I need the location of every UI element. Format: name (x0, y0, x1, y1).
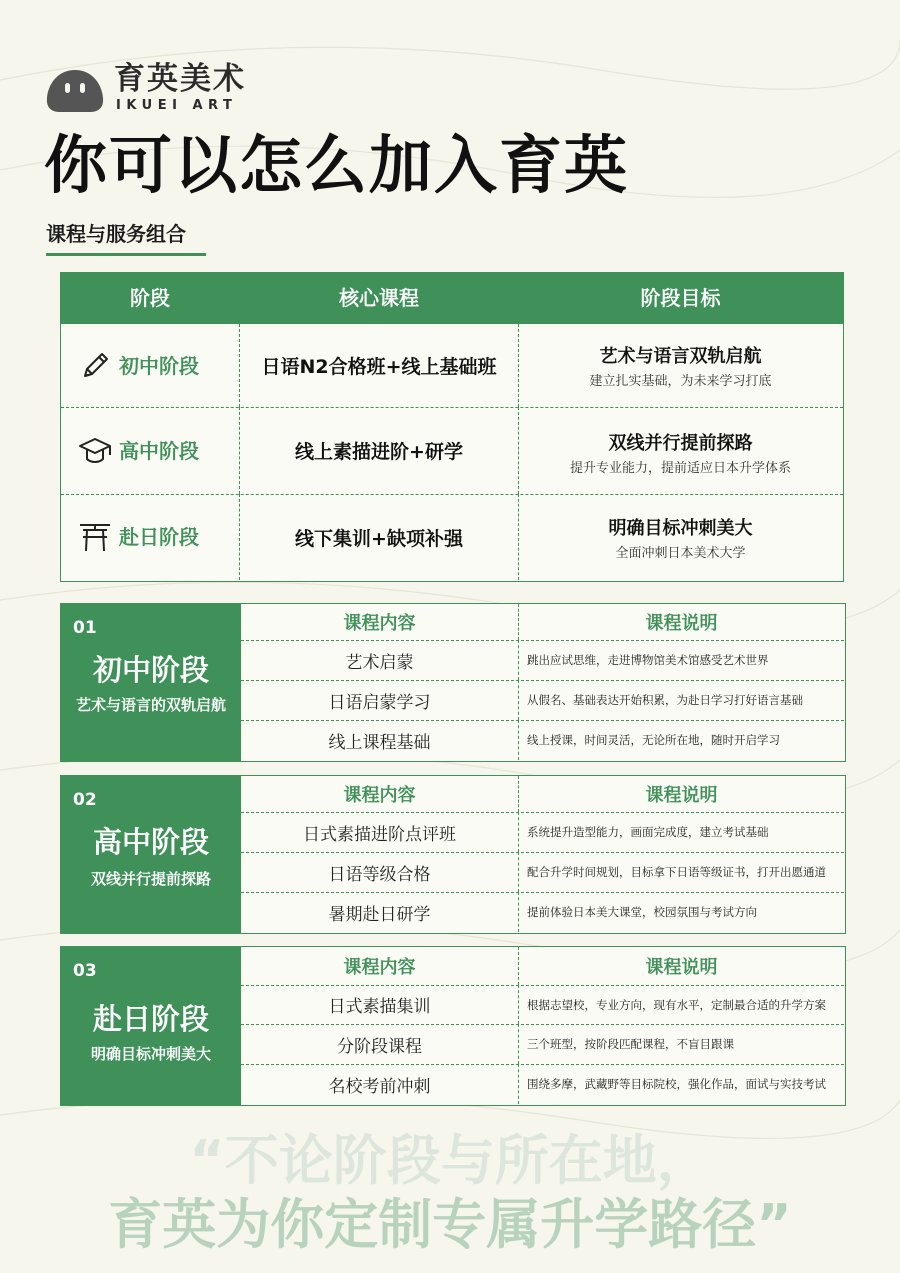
stage-block-02 (60, 775, 846, 934)
course-desc: 跳出应试思维，走进博物馆美术馆感受艺术世界 (527, 653, 769, 667)
logo-text-en: IKUEI ART (116, 98, 238, 113)
stage-number: 02 (73, 790, 97, 810)
table-row (241, 640, 844, 680)
header-course-content: 课程内容 (241, 776, 519, 812)
closing-quote-line-1: “不论阶段与所在地， (189, 1129, 711, 1192)
course-desc: 围绕多摩，武藏野等目标院校，强化作品，面试与实技考试 (527, 1077, 826, 1091)
header-course-desc: 课程说明 (645, 785, 718, 806)
stage-side-panel (61, 776, 241, 933)
stage-slogan: 双线并行提前探路 (90, 870, 211, 888)
goal-title: 双线并行提前探路 (608, 433, 753, 454)
graduation-cap-icon (77, 433, 113, 469)
stage-label: 赴日阶段 (119, 525, 199, 549)
table-row (241, 892, 844, 932)
page-title: 你可以怎么加入育英 (44, 129, 629, 202)
course-desc: 提前体验日本美大课堂，校园氛围与考试方向 (527, 905, 757, 919)
course-name: 日语等级合格 (241, 852, 519, 892)
table-row (61, 407, 843, 494)
header-course-content: 课程内容 (241, 947, 519, 985)
goal-title: 明确目标冲刺美大 (608, 518, 753, 539)
course-desc: 系统提升造型能力，画面完成度，建立考试基础 (527, 825, 769, 839)
table-row (241, 852, 844, 892)
overview-table (60, 272, 844, 582)
course-desc: 配合升学时间规划，目标拿下日语等级证书，打开出愿通道 (527, 865, 826, 879)
course-name: 日语启蒙学习 (241, 680, 519, 720)
course-name: 日式素描进阶点评班 (241, 812, 519, 852)
course-name: 暑期赴日研学 (241, 892, 519, 932)
overview-header (61, 273, 843, 324)
goal-subtitle: 全面冲刺日本美术大学 (615, 546, 746, 561)
section-subtitle: 课程与服务组合 (46, 222, 186, 246)
table-row (61, 494, 843, 580)
stage-label: 高中阶段 (119, 438, 199, 463)
stage-slogan: 明确目标冲刺美大 (90, 1045, 211, 1063)
logo-blob-icon (44, 68, 106, 114)
pencil-icon (77, 348, 113, 384)
course-desc: 线上授课，时间灵活，无论所在地，随时开启学习 (527, 733, 780, 747)
table-row (241, 1024, 844, 1064)
stage-label: 初中阶段 (119, 353, 199, 378)
header-course-desc: 课程说明 (645, 613, 718, 634)
header-course-desc: 课程说明 (645, 957, 718, 978)
core-course: 日语N2合格班+线上基础班 (239, 324, 519, 407)
course-name: 分阶段课程 (241, 1024, 519, 1064)
course-desc: 三个班型，按阶段匹配课程，不盲目跟课 (527, 1037, 734, 1051)
table-row (241, 1064, 844, 1104)
closing-quote-line-2: 育英为你定制专属升学路径” (108, 1193, 792, 1256)
header-course-content: 课程内容 (241, 604, 519, 640)
header-core-course: 核心课程 (339, 286, 419, 310)
stage-table-header (241, 776, 844, 812)
subtitle-underline (46, 253, 206, 256)
stage-block-01 (60, 603, 846, 762)
stage-block-03 (60, 946, 846, 1106)
stage-name: 赴日阶段 (92, 1002, 209, 1036)
course-name: 艺术启蒙 (241, 640, 519, 680)
goal-subtitle: 提升专业能力，提前适应日本升学体系 (569, 461, 791, 476)
core-course: 线下集训+缺项补强 (239, 494, 519, 580)
table-row (61, 324, 843, 407)
course-name: 线上课程基础 (241, 720, 519, 760)
table-row (241, 680, 844, 720)
table-row (241, 812, 844, 852)
table-row (241, 985, 844, 1024)
stage-table-header (241, 604, 844, 640)
course-name: 名校考前冲刺 (241, 1064, 519, 1104)
header-stage: 阶段 (130, 286, 170, 310)
stage-side-panel (61, 947, 241, 1105)
stage-number: 03 (73, 961, 97, 981)
torii-gate-icon (77, 519, 113, 555)
course-name: 日式素描集训 (241, 985, 519, 1024)
course-desc: 从假名、基础表达开始积累，为赴日学习打好语言基础 (527, 693, 803, 707)
stage-name: 高中阶段 (92, 825, 209, 859)
stage-number: 01 (73, 618, 97, 638)
logo-text-cn: 育英美术 (114, 61, 246, 97)
stage-name: 初中阶段 (92, 653, 209, 687)
goal-title: 艺术与语言双轨启航 (599, 346, 762, 367)
stage-table-header (241, 947, 844, 985)
header-goal: 阶段目标 (640, 286, 721, 310)
course-desc: 根据志望校，专业方向，现有水平，定制最合适的升学方案 (527, 997, 826, 1012)
core-course: 线上素描进阶+研学 (239, 407, 519, 494)
stage-side-panel (61, 604, 241, 761)
goal-subtitle: 建立扎实基础，为未来学习打底 (589, 374, 772, 389)
stage-slogan: 艺术与语言的双轨启航 (75, 696, 226, 714)
table-row (241, 720, 844, 760)
